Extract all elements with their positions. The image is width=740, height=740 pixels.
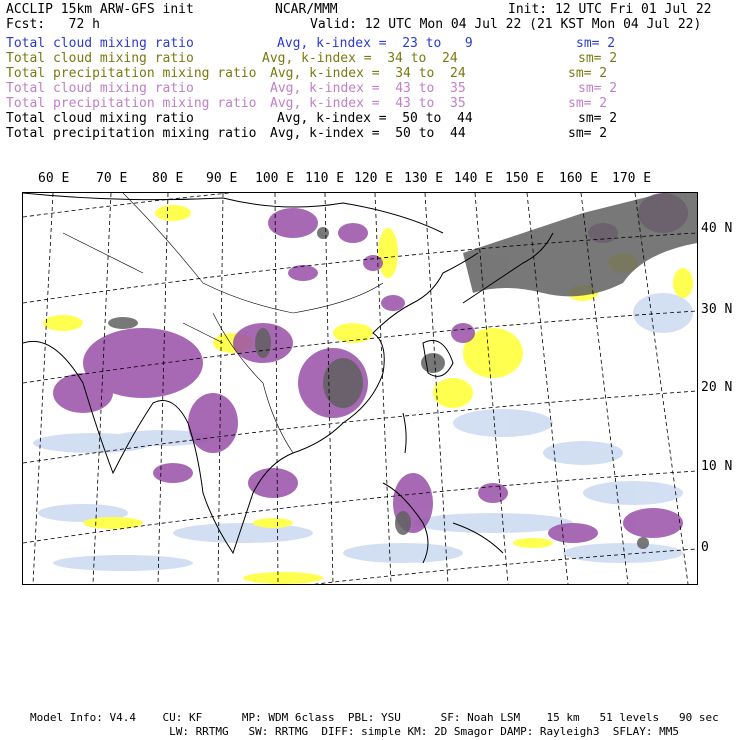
lon-label: 90 E xyxy=(206,171,238,186)
lat-label: 20 N xyxy=(701,380,733,395)
lon-label: 160 E xyxy=(559,171,599,186)
legend-sm: sm= 2 xyxy=(578,51,618,66)
legend-sm: sm= 2 xyxy=(568,126,608,141)
legend-name: Total cloud mixing ratio xyxy=(6,36,194,51)
init-time: Init: 12 UTC Fri 01 Jul 22 xyxy=(508,2,712,17)
legend-sm: sm= 2 xyxy=(578,111,618,126)
lon-label: 170 E xyxy=(612,171,652,186)
lon-label: 120 E xyxy=(354,171,394,186)
legend-avg: Avg, k-index = 23 to 9 xyxy=(277,36,473,51)
forecast-hour: Fcst: 72 h xyxy=(6,17,100,32)
org-label: NCAR/MMM xyxy=(275,2,338,17)
lon-label: 110 E xyxy=(305,171,345,186)
lon-label: 150 E xyxy=(505,171,545,186)
legend-avg: Avg, k-index = 34 to 24 xyxy=(262,51,458,66)
valid-time: Valid: 12 UTC Mon 04 Jul 22 (21 KST Mon 04 Jul 22) xyxy=(310,17,702,32)
legend-avg: Avg, k-index = 34 to 24 xyxy=(270,66,466,81)
legend-avg: Avg, k-index = 43 to 35 xyxy=(270,81,466,96)
lat-label: 10 N xyxy=(701,459,733,474)
legend-sm: sm= 2 xyxy=(568,96,608,111)
lon-label: 60 E xyxy=(38,171,70,186)
legend-name: Total cloud mixing ratio xyxy=(6,81,194,96)
legend-sm: sm= 2 xyxy=(568,66,608,81)
legend-name: Total precipitation mixing ratio xyxy=(6,96,257,111)
legend-name: Total cloud mixing ratio xyxy=(6,51,194,66)
lon-label: 140 E xyxy=(454,171,494,186)
lon-label: 70 E xyxy=(96,171,128,186)
legend-sm: sm= 2 xyxy=(576,36,616,51)
legend-avg: Avg, k-index = 43 to 35 xyxy=(270,96,466,111)
lon-label: 100 E xyxy=(255,171,295,186)
legend-avg: Avg, k-index = 50 to 44 xyxy=(270,126,466,141)
legend-name: Total precipitation mixing ratio xyxy=(6,126,257,141)
legend-name: Total precipitation mixing ratio xyxy=(6,66,257,81)
legend-avg: Avg, k-index = 50 to 44 xyxy=(277,111,473,126)
plot-title: ACCLIP 15km ARW-GFS init xyxy=(6,2,194,17)
map-panel xyxy=(22,192,698,585)
legend-name: Total cloud mixing ratio xyxy=(6,111,194,126)
lat-label: 30 N xyxy=(701,302,733,317)
model-info-line2: LW: RRTMG SW: RRTMG DIFF: simple KM: 2D Smagor DAMP: Rayleigh3 SFLAY: MM5 xyxy=(30,725,680,738)
lon-label: 80 E xyxy=(152,171,184,186)
map-canvas xyxy=(23,193,697,584)
lon-label: 130 E xyxy=(404,171,444,186)
lat-label: 40 N xyxy=(701,221,733,236)
lat-label: 0 xyxy=(701,540,709,555)
legend-sm: sm= 2 xyxy=(578,81,618,96)
model-info-line1: Model Info: V4.4 CU: KF MP: WDM 6class PBL: YSU SF: Noah LSM 15 km 51 levels 90 sec xyxy=(30,711,719,724)
